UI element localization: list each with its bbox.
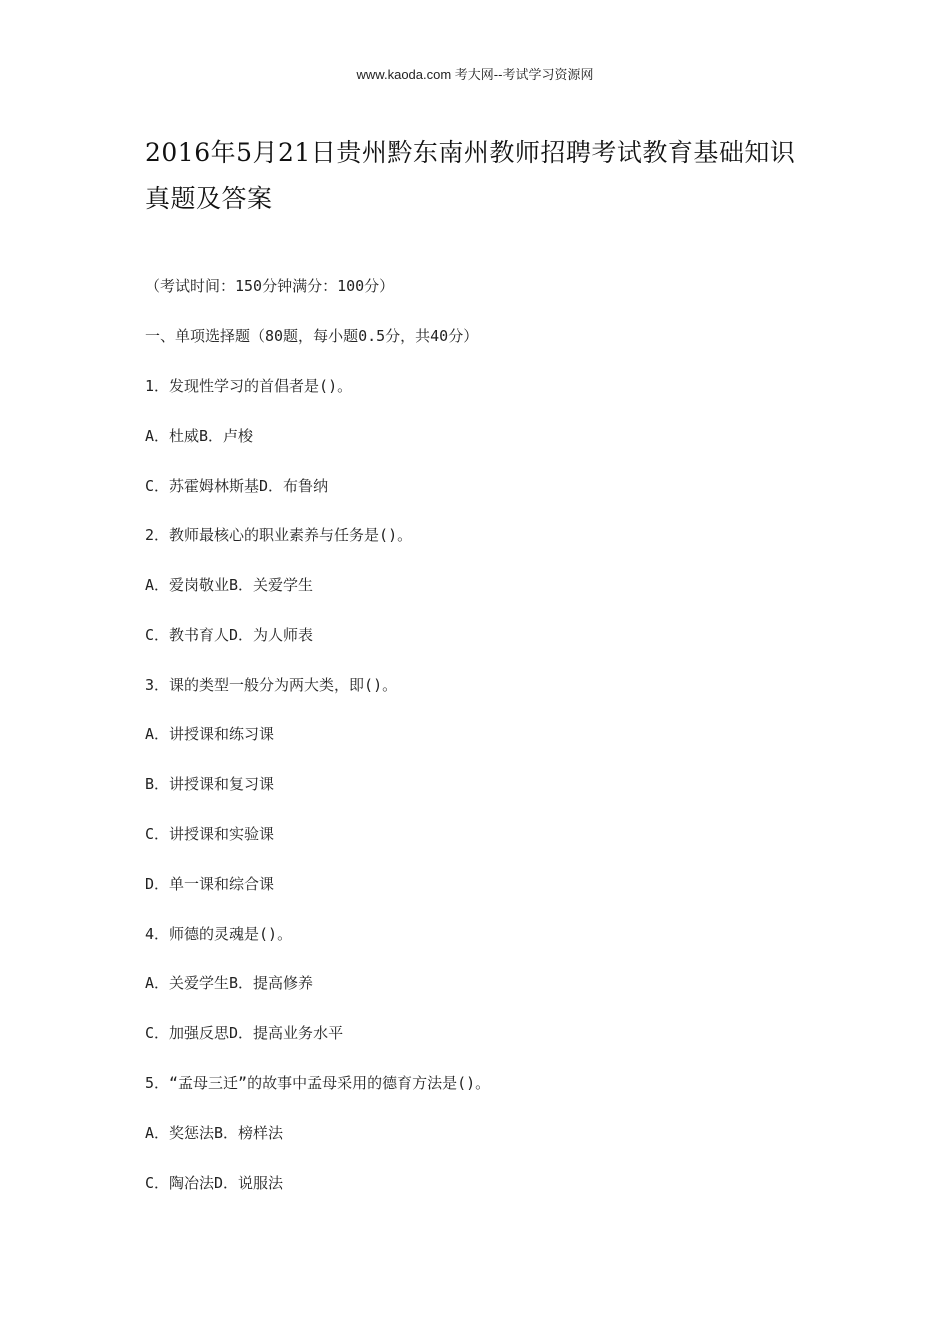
option-line: C．加强反思D．提高业务水平 — [145, 1024, 344, 1042]
section-heading: 一、单项选择题（80题，每小题0.5分，共40分） — [145, 327, 479, 345]
question-line: 5．“孟母三迁”的故事中孟母采用的德育方法是()。 — [145, 1074, 491, 1092]
title-line-1: 2016年5月21日贵州黔东南州教师招聘考试教育基础知识 — [145, 138, 796, 167]
option-line: C．讲授课和实验课 — [145, 825, 275, 843]
title-line-2: 真题及答案 — [145, 184, 273, 213]
document-title — [145, 130, 825, 222]
option-line: A．奖惩法B．榜样法 — [145, 1124, 284, 1142]
option-line: B．讲授课和复习课 — [145, 775, 275, 793]
option-line: D．单一课和综合课 — [145, 875, 275, 893]
question-line: 4．师德的灵魂是()。 — [145, 925, 293, 943]
exam-info: （考试时间：150分钟满分：100分） — [145, 277, 395, 295]
question-line: 1．发现性学习的首倡者是()。 — [145, 377, 353, 395]
option-line: C．陶冶法D．说服法 — [145, 1174, 284, 1192]
option-line: A．杜威B．卢梭 — [145, 427, 254, 445]
option-line: C．教书育人D．为人师表 — [145, 626, 314, 644]
option-line: A．关爱学生B．提高修养 — [145, 974, 314, 992]
question-line: 3．课的类型一般分为两大类，即()。 — [145, 676, 398, 694]
option-line: A．讲授课和练习课 — [145, 725, 275, 743]
page-header: www.kaoda.com 考大网--考试学习资源网 — [356, 67, 594, 82]
option-line: C．苏霍姆林斯基D．布鲁纳 — [145, 477, 329, 495]
option-line: A．爱岗敬业B．关爱学生 — [145, 576, 314, 594]
question-line: 2．教师最核心的职业素养与任务是()。 — [145, 526, 413, 544]
